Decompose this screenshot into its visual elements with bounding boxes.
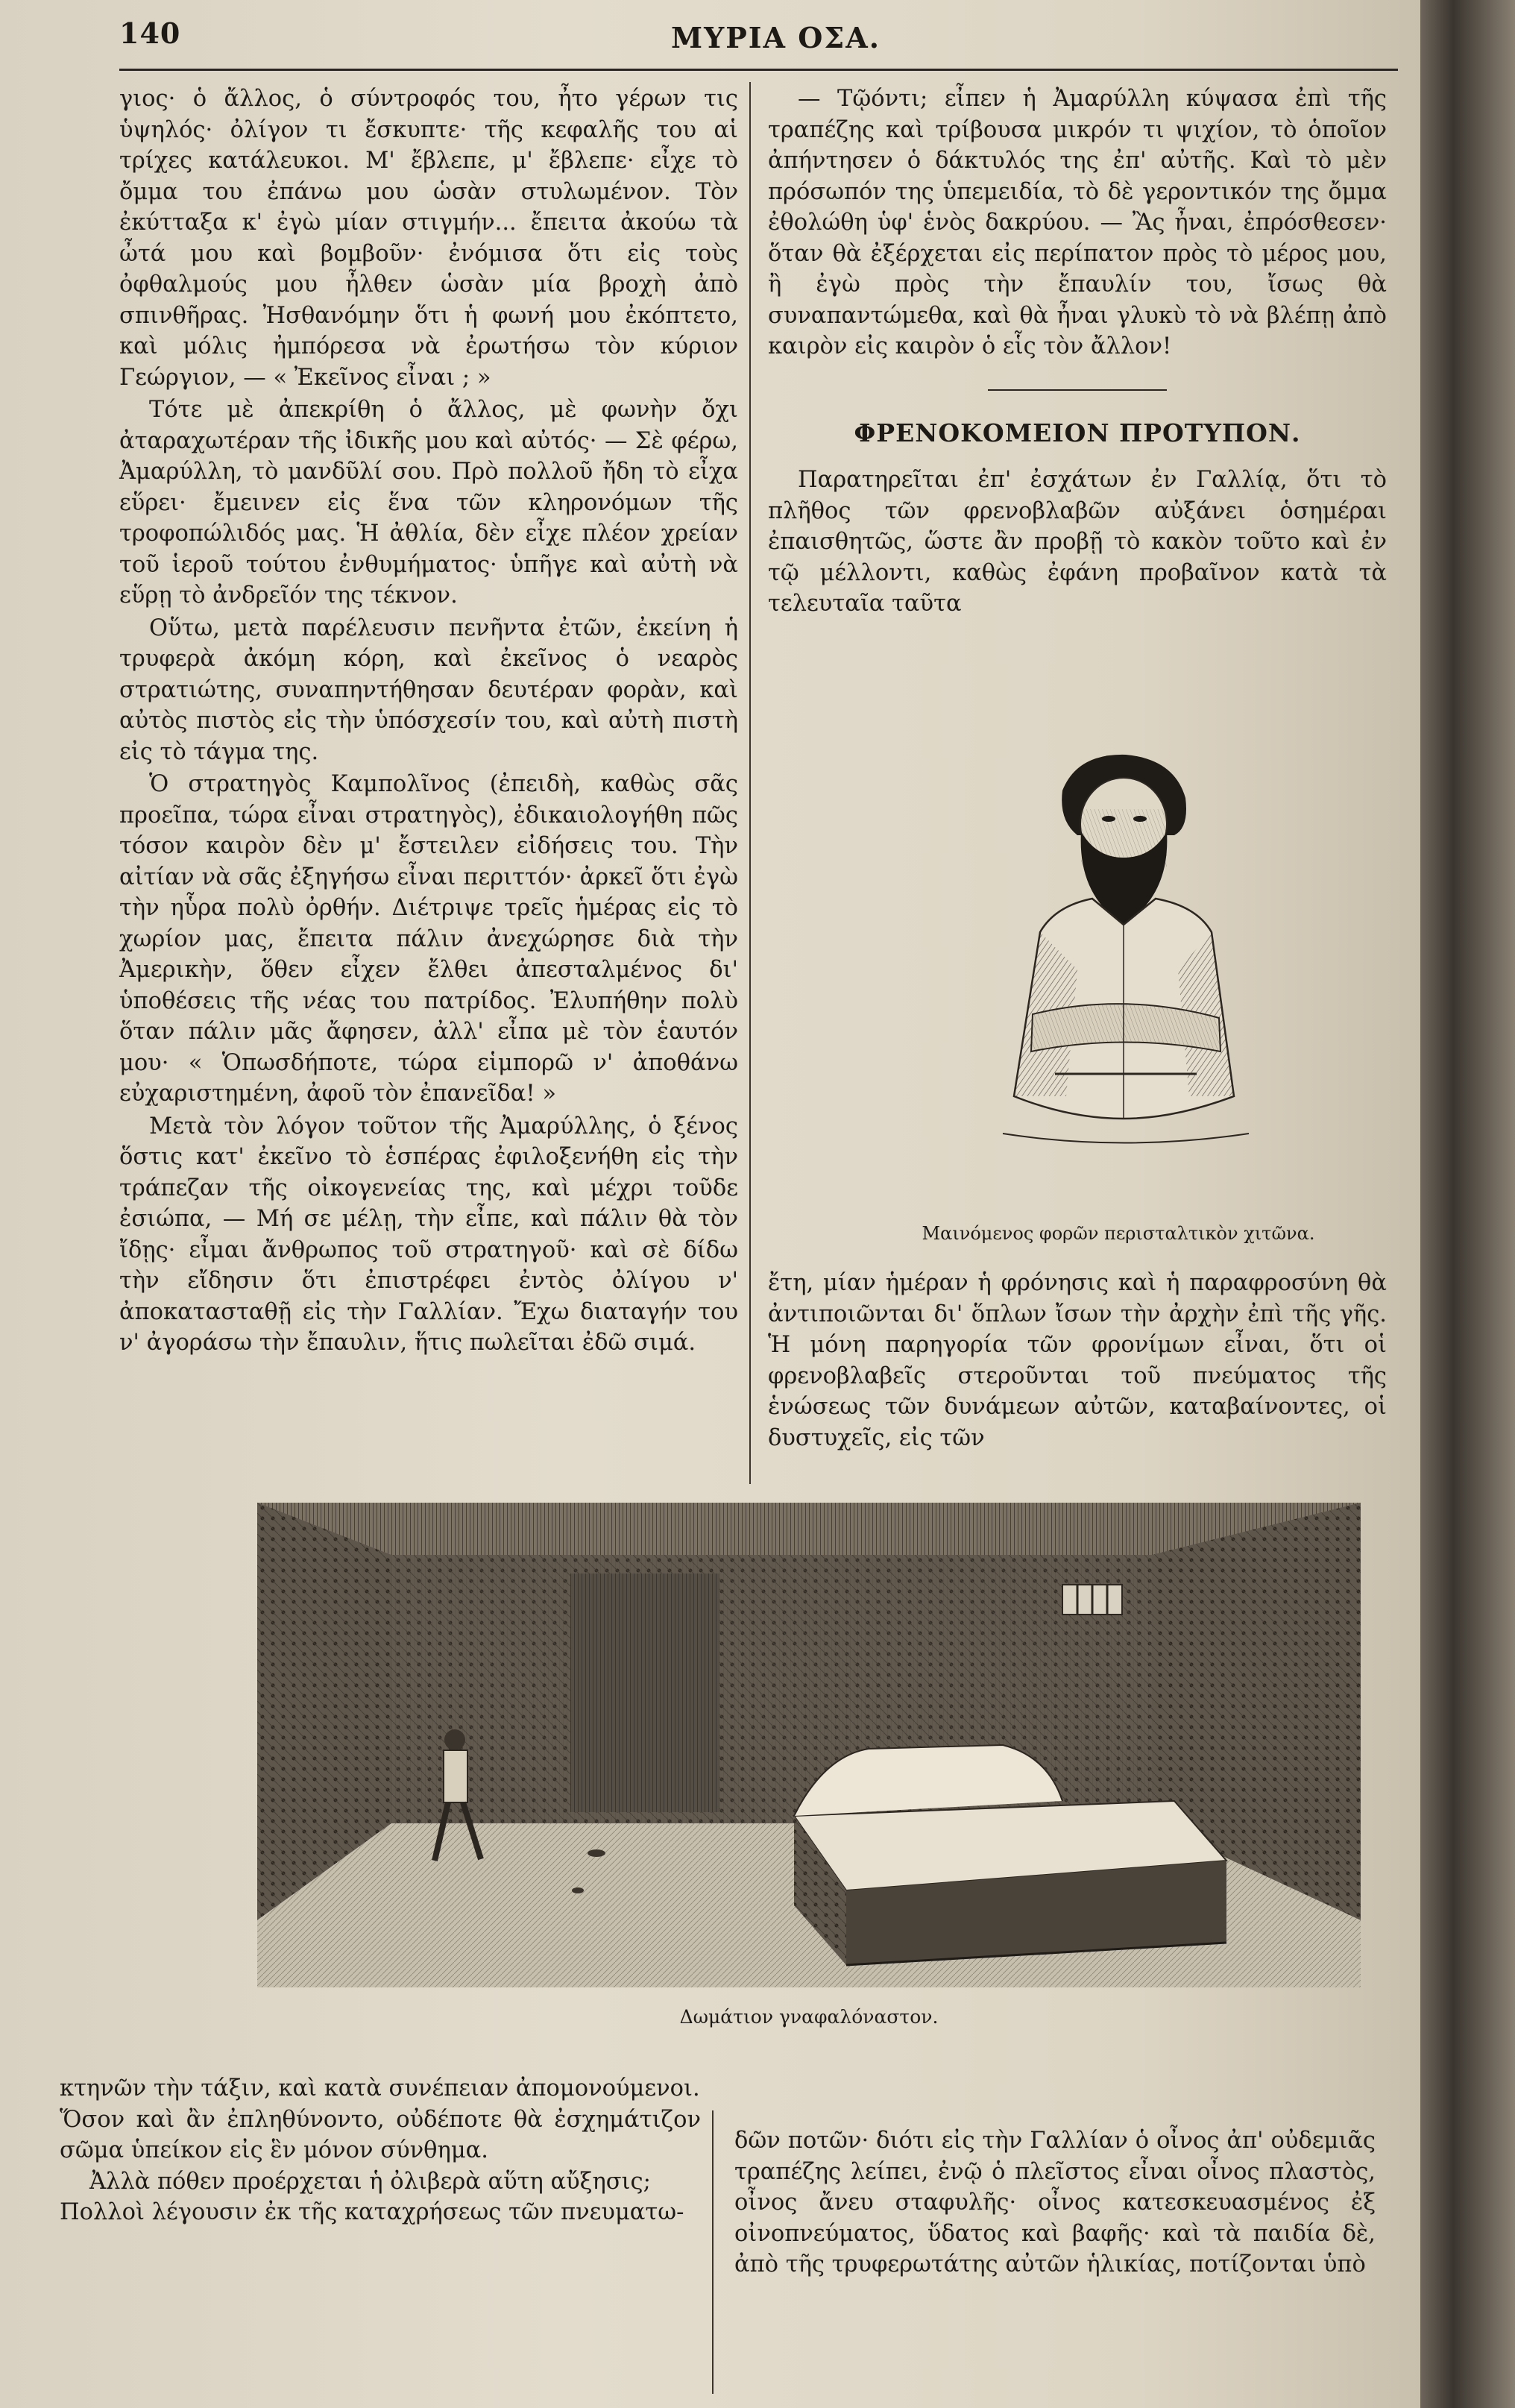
- section-divider: [988, 389, 1167, 391]
- figure2-caption: Δωμάτιον γναφαλόναστον.: [679, 2006, 939, 2028]
- header-rule: [119, 69, 1398, 71]
- engraving-madman-figure: [928, 746, 1323, 1163]
- section-intro: Παρατηρεῖται ἐπ' ἐσχάτων ἐν Γαλλίᾳ, ὅτι τὸ πλῆθος τῶν φρενοβλαβῶν αὐξάνει ὁσημέραι ἐπαισθητῶς, ὥστε ἂν προβῇ τὸ κακὸν τοῦτο καὶ ἐν τῷ μέλλοντι, καθὼς ἐφάνη προβαῖνον κατὰ τὰ τελευταῖα ταῦτα: [768, 467, 1387, 617]
- paragraph: κτηνῶν τὴν τάξιν, καὶ κατὰ συνέπειαν ἀπομονούμενοι.: [60, 2075, 700, 2102]
- paragraph: Τότε μὲ ἀπεκρίθη ὁ ἄλλος, μὲ φωνὴν ὄχι ἀταραχωτέραν τῆς ἰδικῆς μου καὶ αὐτός· — Σὲ φέρω, Ἀμαρύλλη, τὸ μανδῦλί σου. Πρὸ πολλοῦ ἤδη τὸ εἶχα εὕρει· ἔμεινεν εἰς ἕνα τῶν κληρονόμων τῆς τροφοπώλιδός μας. Ἡ ἀθλία, δὲν εἶχε πλέον χρείαν τοῦ ἱεροῦ τούτου ἐνθυμήματος· ὑπῆγε καὶ αὐτὴ νὰ εὕρῃ τὸ ἀνδρεῖόν της τέκνον.: [119, 397, 738, 609]
- bottom-right-column: [734, 2125, 1376, 2280]
- paragraph: ἔτη, μίαν ἡμέραν ἡ φρόνησις καὶ ἡ παραφροσύνη θὰ ἀντιποιῶνται δι' ὅπλων ἴσων τὴν ἀρχὴν ἐπὶ τῆς γῆς. Ἡ μόνη παρηγορία τῶν φρονίμων εἶναι, ὅτι οἱ φρενοβλαβεῖς στεροῦνται τοῦ πνεύματος τῆς ἑνώσεως τῶν δυνάμεων αὐτῶν, καταβαίνοντες, οἱ δυστυχεῖς, εἰς τῶν: [768, 1270, 1387, 1451]
- paragraph: Ἀλλὰ πόθεν προέρχεται ἡ ὀλιβερὰ αὕτη αὔξησις;: [89, 2168, 651, 2195]
- right-column-continued: [768, 1268, 1387, 1453]
- section-title: ΦΡΕΝΟΚΟΜΕΙΟΝ ΠΡΟΤΥΠΟΝ.: [854, 418, 1301, 447]
- engraving-padded-room: [257, 1503, 1361, 1987]
- page-edge: [1420, 0, 1515, 2408]
- paragraph: Οὕτω, μετὰ παρέλευσιν πενῆντα ἐτῶν, ἐκείνη ἡ τρυφερὰ ἀκόμη κόρη, καὶ ἐκεῖνος ὁ νεαρὸς στρατιώτης, συναπηντήθησαν δευτέραν φορὰν, καὶ αὐτὸς πιστὸς εἰς τὴν ὑπόσχεσίν του, καὶ αὐτὴ πιστὴ εἰς τὸ τάγμα της.: [119, 614, 738, 765]
- right-column: [768, 84, 1387, 621]
- paragraph: Μετὰ τὸν λόγον τοῦτον τῆς Ἀμαρύλλης, ὁ ξένος ὅστις κατ' ἐκεῖνο τὸ ἑσπέρας ἐφιλοξενήθη εἰς τὴν τράπεζαν τῆς οἰκογενείας της, καὶ μέχρι τοῦδε ἐσιώπα, — Μή σε μέλῃ, τὴν εἶπε, καὶ πάλιν θὰ τὸν ἴδῃς· εἶμαι ἄνθρωπος τοῦ στρατηγοῦ· καὶ σὲ δίδω τὴν εἴδησιν ὅτι ἐπιστρέφει ἐντὸς ὀλίγου ν' ἀποκατασταθῇ εἰς τὴν Γαλλίαν. Ἔχω διαταγήν του ν' ἀγοράσω τὴν ἔπαυλιν, ἥτις πωλεῖται ἐδῶ σιμά.: [119, 1113, 738, 1356]
- column-rule: [749, 82, 751, 1484]
- page-number: 140: [119, 16, 181, 50]
- left-column: [119, 84, 738, 1360]
- running-title: ΜΥΡΙΑ ΟΣΑ.: [671, 21, 881, 54]
- paragraph: δῶν ποτῶν· διότι εἰς τὴν Γαλλίαν ὁ οἶνος ἀπ' οὐδεμιᾶς τραπέζης λείπει, ἐνῷ ὁ πλεῖστος εἶναι οἶνος πλαστὸς, οἶνος ἄνευ σταφυλῆς· οἶνος κατεσκευασμένος ἐξ οἰνοπνεύματος, ὕδατος καὶ βαφῆς· καὶ τὰ παιδία δὲ, ἀπὸ τῆς τρυφερωτάτης αὐτῶν ἡλικίας, ποτίζονται ὑπὸ: [734, 2128, 1376, 2277]
- page-header: [119, 16, 1402, 69]
- paragraph: Ὁ στρατηγὸς Καμπολῖνος (ἐπειδὴ, καθὼς σᾶς προεῖπα, τώρα εἶναι στρατηγὸς), ἐδικαιολογήθη πῶς τόσον καιρὸν δὲν μ' ἔστειλεν εἰδήσεις του. Τὴν αἰτίαν νὰ σᾶς ἐξηγήσω εἶναι περιττόν· ἀρκεῖ ὅτι ἐγὼ τὴν ηὗρα πολὺ ὀρθήν. Διέτριψε τρεῖς ἡμέρας εἰς τὸ χωρίον μας, ἔπειτα πάλιν ἀνεχώρησε διὰ τὴν Ἀμερικὴν, ὅθεν εἶχεν ἔλθει ἀπεσταλμένος δι' ὑποθέσεις τῆς νέας του πατρίδος. Ἐλυπήθην πολὺ ὅταν πάλιν μᾶς ἄφησεν, ἀλλ' εἶπα μὲ τὸν ἑαυτόν μου· « Ὁπωσδήποτε, τώρα εἱμπορῶ ν' ἀποθάνω εὐχαριστημένη, ἀφοῦ τὸν ἐπανεῖδα! »: [119, 771, 738, 1107]
- paragraph: γιος· ὁ ἄλλος, ὁ σύντροφός του, ἦτο γέρων τις ὑψηλός· ὀλίγον τι ἔσκυπτε· τῆς κεφαλῆς του αἱ τρίχες κατάλευκοι. Μ' ἔβλεπε, μ' ἔβλεπε· εἶχε τὸ ὄμμα του ἐπάνω μου ὡσὰν στυλωμένον. Τὸν ἐκύτταξα κ' ἐγὼ μίαν στιγμήν... ἔπειτα ἀκούω τὰ ὦτά μου καὶ βομβοῦν· ἐνόμισα ὅτι εἰς τοὺς ὀφθαλμούς μου ἦλθεν ὡσὰν μία βροχὴ ἀπὸ σπινθῆρας. Ἠσθανόμην ὅτι ἡ φωνή μου ἐκόπτετο, καὶ μόλις ἠμπόρεσα νὰ ἐρωτήσω τὸν κύριον Γεώργιον, — « Ἐκεῖνος εἶναι ; »: [119, 86, 738, 391]
- paragraph: — Τῷόντι; εἶπεν ἡ Ἀμαρύλλη κύψασα ἐπὶ τῆς τραπέζης καὶ τρίβουσα μικρόν τι ψιχίον, τὸ ὁποῖον ἀπήντησεν ὁ δάκτυλός της ἐπ' αὐτῆς. Καὶ τὸ μὲν πρόσωπόν της ὑπεμειδία, τὸ δὲ γεροντικόν της ὄμμα ἐθολώθη ὑφ' ἑνὸς δακρύου. — Ἂς ἦναι, ἐπρόσθεσεν· ὅταν θὰ ἐξέρχεται εἰς περίπατον πρὸς τὸ μέρος μου, ἢ ἐγὼ πρὸς τὴν ἔπαυλίν του, ἴσως θὰ συναπαντώμεθα, καὶ θὰ ἦναι γλυκὺ τὸ νὰ βλέπῃ ἀπὸ καιρὸν εἰς καιρὸν ὁ εἷς τὸν ἄλλον!: [768, 86, 1387, 359]
- column-rule: [712, 2110, 714, 2394]
- bottom-left-column: [60, 2073, 701, 2228]
- paragraph: Πολλοὶ λέγουσιν ἐκ τῆς καταχρήσεως τῶν πνευματω-: [60, 2199, 684, 2225]
- figure1-caption: Μαινόμενος φορῶν περισταλτικὸν χιτῶνα.: [922, 1223, 1315, 1244]
- paragraph: Ὅσον καὶ ἂν ἐπληθύνοντο, οὐδέποτε θὰ ἐσχημάτιζον σῶμα ὑπείκον εἰς ἓν μόνον σύνθημα.: [60, 2106, 701, 2163]
